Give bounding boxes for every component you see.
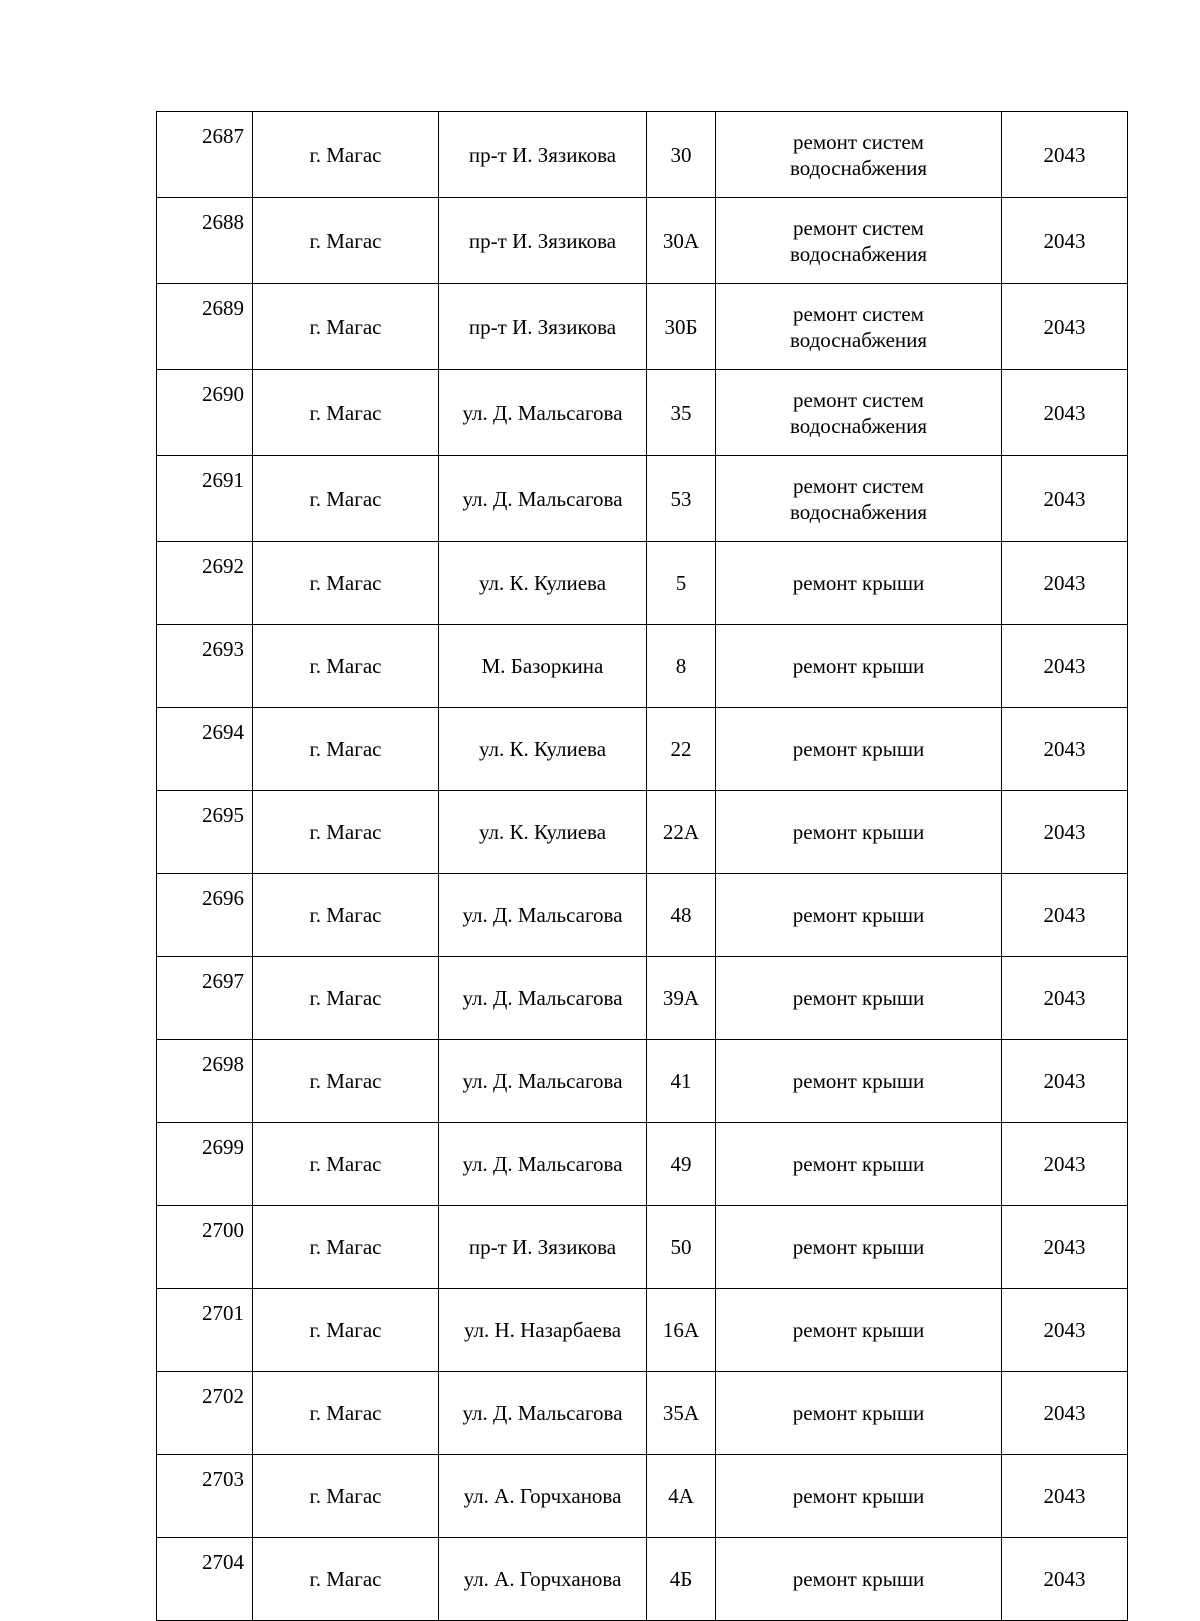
city-cell: г. Магас (253, 1040, 439, 1123)
table-row (157, 1538, 1128, 1621)
city-cell: г. Магас (253, 1206, 439, 1289)
city-cell: г. Магас (253, 791, 439, 874)
work-type-cell: ремонт крыши (716, 1206, 1002, 1289)
year-cell: 2043 (1002, 370, 1128, 456)
row-number-cell: 2691 (157, 456, 253, 542)
house-number-cell: 22 (647, 708, 716, 791)
row-number-cell: 2690 (157, 370, 253, 456)
city-cell: г. Магас (253, 1123, 439, 1206)
row-number-cell: 2694 (157, 708, 253, 791)
year-cell: 2043 (1002, 791, 1128, 874)
house-number-cell: 8 (647, 625, 716, 708)
city-cell: г. Магас (253, 957, 439, 1040)
street-cell: ул. К. Кулиева (439, 542, 647, 625)
year-cell: 2043 (1002, 1206, 1128, 1289)
table-row (157, 1289, 1128, 1372)
row-number-cell: 2689 (157, 284, 253, 370)
table-row (157, 542, 1128, 625)
table-row (157, 284, 1128, 370)
table-row (157, 1123, 1128, 1206)
work-type-cell: ремонт крыши (716, 1040, 1002, 1123)
house-number-cell: 53 (647, 456, 716, 542)
row-number-cell: 2699 (157, 1123, 253, 1206)
street-cell: ул. К. Кулиева (439, 708, 647, 791)
row-number-cell: 2697 (157, 957, 253, 1040)
city-cell: г. Магас (253, 708, 439, 791)
city-cell: г. Магас (253, 456, 439, 542)
house-number-cell: 16А (647, 1289, 716, 1372)
row-number-cell: 2698 (157, 1040, 253, 1123)
year-cell: 2043 (1002, 625, 1128, 708)
row-number-cell: 2703 (157, 1455, 253, 1538)
street-cell: ул. Д. Мальсагова (439, 456, 647, 542)
row-number-cell: 2701 (157, 1289, 253, 1372)
year-cell: 2043 (1002, 284, 1128, 370)
house-number-cell: 30Б (647, 284, 716, 370)
table-row (157, 370, 1128, 456)
city-cell: г. Магас (253, 112, 439, 198)
table-row (157, 791, 1128, 874)
table-row (157, 456, 1128, 542)
city-cell: г. Магас (253, 198, 439, 284)
row-number-cell: 2693 (157, 625, 253, 708)
year-cell: 2043 (1002, 198, 1128, 284)
year-cell: 2043 (1002, 1538, 1128, 1621)
table-row (157, 1206, 1128, 1289)
work-type-cell: ремонт крыши (716, 1455, 1002, 1538)
street-cell: ул. Д. Мальсагова (439, 874, 647, 957)
house-number-cell: 49 (647, 1123, 716, 1206)
city-cell: г. Магас (253, 1372, 439, 1455)
repair-schedule-table (156, 111, 1128, 1621)
work-type-cell: ремонт крыши (716, 874, 1002, 957)
work-type-cell: ремонт систем водоснабжения (716, 370, 1002, 456)
house-number-cell: 39А (647, 957, 716, 1040)
work-type-cell: ремонт крыши (716, 542, 1002, 625)
row-number-cell: 2687 (157, 112, 253, 198)
table-row (157, 625, 1128, 708)
house-number-cell: 4А (647, 1455, 716, 1538)
house-number-cell: 5 (647, 542, 716, 625)
work-type-cell: ремонт систем водоснабжения (716, 456, 1002, 542)
row-number-cell: 2700 (157, 1206, 253, 1289)
street-cell: ул. А. Горчханова (439, 1538, 647, 1621)
house-number-cell: 35 (647, 370, 716, 456)
year-cell: 2043 (1002, 112, 1128, 198)
city-cell: г. Магас (253, 284, 439, 370)
year-cell: 2043 (1002, 708, 1128, 791)
table-row (157, 198, 1128, 284)
house-number-cell: 4Б (647, 1538, 716, 1621)
city-cell: г. Магас (253, 874, 439, 957)
year-cell: 2043 (1002, 1289, 1128, 1372)
city-cell: г. Магас (253, 542, 439, 625)
year-cell: 2043 (1002, 456, 1128, 542)
house-number-cell: 22А (647, 791, 716, 874)
table-row (157, 1372, 1128, 1455)
house-number-cell: 30А (647, 198, 716, 284)
street-cell: пр-т И. Зязикова (439, 1206, 647, 1289)
street-cell: ул. Д. Мальсагова (439, 957, 647, 1040)
street-cell: пр-т И. Зязикова (439, 112, 647, 198)
table-row (157, 1040, 1128, 1123)
table-row (157, 874, 1128, 957)
table-body (157, 112, 1128, 1621)
row-number-cell: 2702 (157, 1372, 253, 1455)
table-row (157, 708, 1128, 791)
row-number-cell: 2695 (157, 791, 253, 874)
table-row (157, 112, 1128, 198)
city-cell: г. Магас (253, 625, 439, 708)
city-cell: г. Магас (253, 1289, 439, 1372)
table-row (157, 1455, 1128, 1538)
street-cell: М. Базоркина (439, 625, 647, 708)
street-cell: ул. Н. Назарбаева (439, 1289, 647, 1372)
city-cell: г. Магас (253, 370, 439, 456)
year-cell: 2043 (1002, 874, 1128, 957)
work-type-cell: ремонт крыши (716, 1289, 1002, 1372)
year-cell: 2043 (1002, 542, 1128, 625)
work-type-cell: ремонт крыши (716, 1538, 1002, 1621)
city-cell: г. Магас (253, 1538, 439, 1621)
work-type-cell: ремонт крыши (716, 1123, 1002, 1206)
street-cell: ул. А. Горчханова (439, 1455, 647, 1538)
table-row (157, 957, 1128, 1040)
year-cell: 2043 (1002, 957, 1128, 1040)
house-number-cell: 30 (647, 112, 716, 198)
row-number-cell: 2704 (157, 1538, 253, 1621)
year-cell: 2043 (1002, 1123, 1128, 1206)
street-cell: ул. Д. Мальсагова (439, 1040, 647, 1123)
work-type-cell: ремонт систем водоснабжения (716, 198, 1002, 284)
street-cell: ул. К. Кулиева (439, 791, 647, 874)
house-number-cell: 50 (647, 1206, 716, 1289)
house-number-cell: 35А (647, 1372, 716, 1455)
house-number-cell: 41 (647, 1040, 716, 1123)
year-cell: 2043 (1002, 1372, 1128, 1455)
work-type-cell: ремонт крыши (716, 957, 1002, 1040)
row-number-cell: 2692 (157, 542, 253, 625)
street-cell: ул. Д. Мальсагова (439, 1372, 647, 1455)
row-number-cell: 2688 (157, 198, 253, 284)
house-number-cell: 48 (647, 874, 716, 957)
year-cell: 2043 (1002, 1455, 1128, 1538)
work-type-cell: ремонт крыши (716, 708, 1002, 791)
street-cell: пр-т И. Зязикова (439, 284, 647, 370)
street-cell: ул. Д. Мальсагова (439, 1123, 647, 1206)
street-cell: ул. Д. Мальсагова (439, 370, 647, 456)
row-number-cell: 2696 (157, 874, 253, 957)
work-type-cell: ремонт крыши (716, 1372, 1002, 1455)
street-cell: пр-т И. Зязикова (439, 198, 647, 284)
work-type-cell: ремонт систем водоснабжения (716, 112, 1002, 198)
work-type-cell: ремонт систем водоснабжения (716, 284, 1002, 370)
work-type-cell: ремонт крыши (716, 791, 1002, 874)
city-cell: г. Магас (253, 1455, 439, 1538)
work-type-cell: ремонт крыши (716, 625, 1002, 708)
year-cell: 2043 (1002, 1040, 1128, 1123)
